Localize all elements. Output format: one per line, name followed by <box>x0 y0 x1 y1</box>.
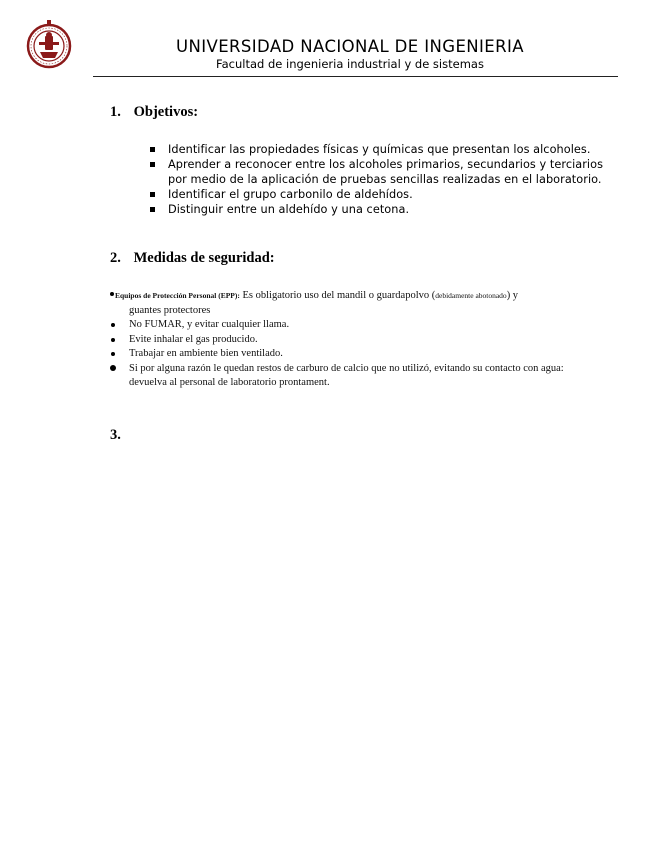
section-title: Medidas de seguridad: <box>133 250 275 266</box>
list-item: Aprender a reconocer entre los alcoholes primarios, secundarios y terciarios por medio de la aplicación de pruebas sencillas realizadas en el laboratorio. <box>150 157 610 187</box>
objectives-list <box>150 142 610 217</box>
square-bullet-icon <box>150 192 155 197</box>
university-seal-icon <box>25 16 75 76</box>
section-heading-medidas <box>110 250 275 267</box>
list-item: Evite inhalar el gas producido. <box>110 333 600 348</box>
bullet-icon <box>110 365 116 371</box>
section-title: Objetivos: <box>133 104 199 120</box>
square-bullet-icon <box>150 162 155 167</box>
section-number: 3. <box>110 427 121 443</box>
list-item: Trabajar en ambiente bien ventilado. <box>110 347 600 362</box>
list-item: No FUMAR, y evitar cualquier llama. <box>110 318 600 333</box>
header-divider <box>93 76 618 77</box>
safety-list <box>110 289 600 391</box>
epp-label: Equipos de Protección Personal (EPP): <box>115 291 240 300</box>
faculty-name: Facultad de ingenieria industrial y de sistemas <box>216 57 484 71</box>
list-item: Equipos de Protección Personal (EPP): Es obligatorio uso del mandil o guardapolvo (debidamente abotonado) y guantes protectores <box>110 289 600 318</box>
bullet-icon <box>110 292 114 296</box>
bullet-icon <box>111 338 115 342</box>
section-number: 2. <box>110 250 121 266</box>
list-item: Identificar las propiedades físicas y químicas que presentan los alcoholes. <box>150 142 610 157</box>
section-heading-3 <box>110 427 130 444</box>
section-heading-objetivos <box>110 104 198 121</box>
square-bullet-icon <box>150 147 155 152</box>
list-item: Si por alguna razón le quedan restos de carburo de calcio que no utilizó, evitando su contacto con agua: devuelva al personal de laboratorio prontament. <box>110 362 600 391</box>
list-item: Distinguir entre un aldehído y una cetona. <box>150 202 610 217</box>
bullet-icon <box>111 323 115 327</box>
bullet-icon <box>111 352 115 356</box>
section-number: 1. <box>110 104 121 120</box>
list-item: Identificar el grupo carbonilo de aldehídos. <box>150 187 610 202</box>
university-name: UNIVERSIDAD NACIONAL DE INGENIERIA <box>176 37 524 56</box>
square-bullet-icon <box>150 207 155 212</box>
